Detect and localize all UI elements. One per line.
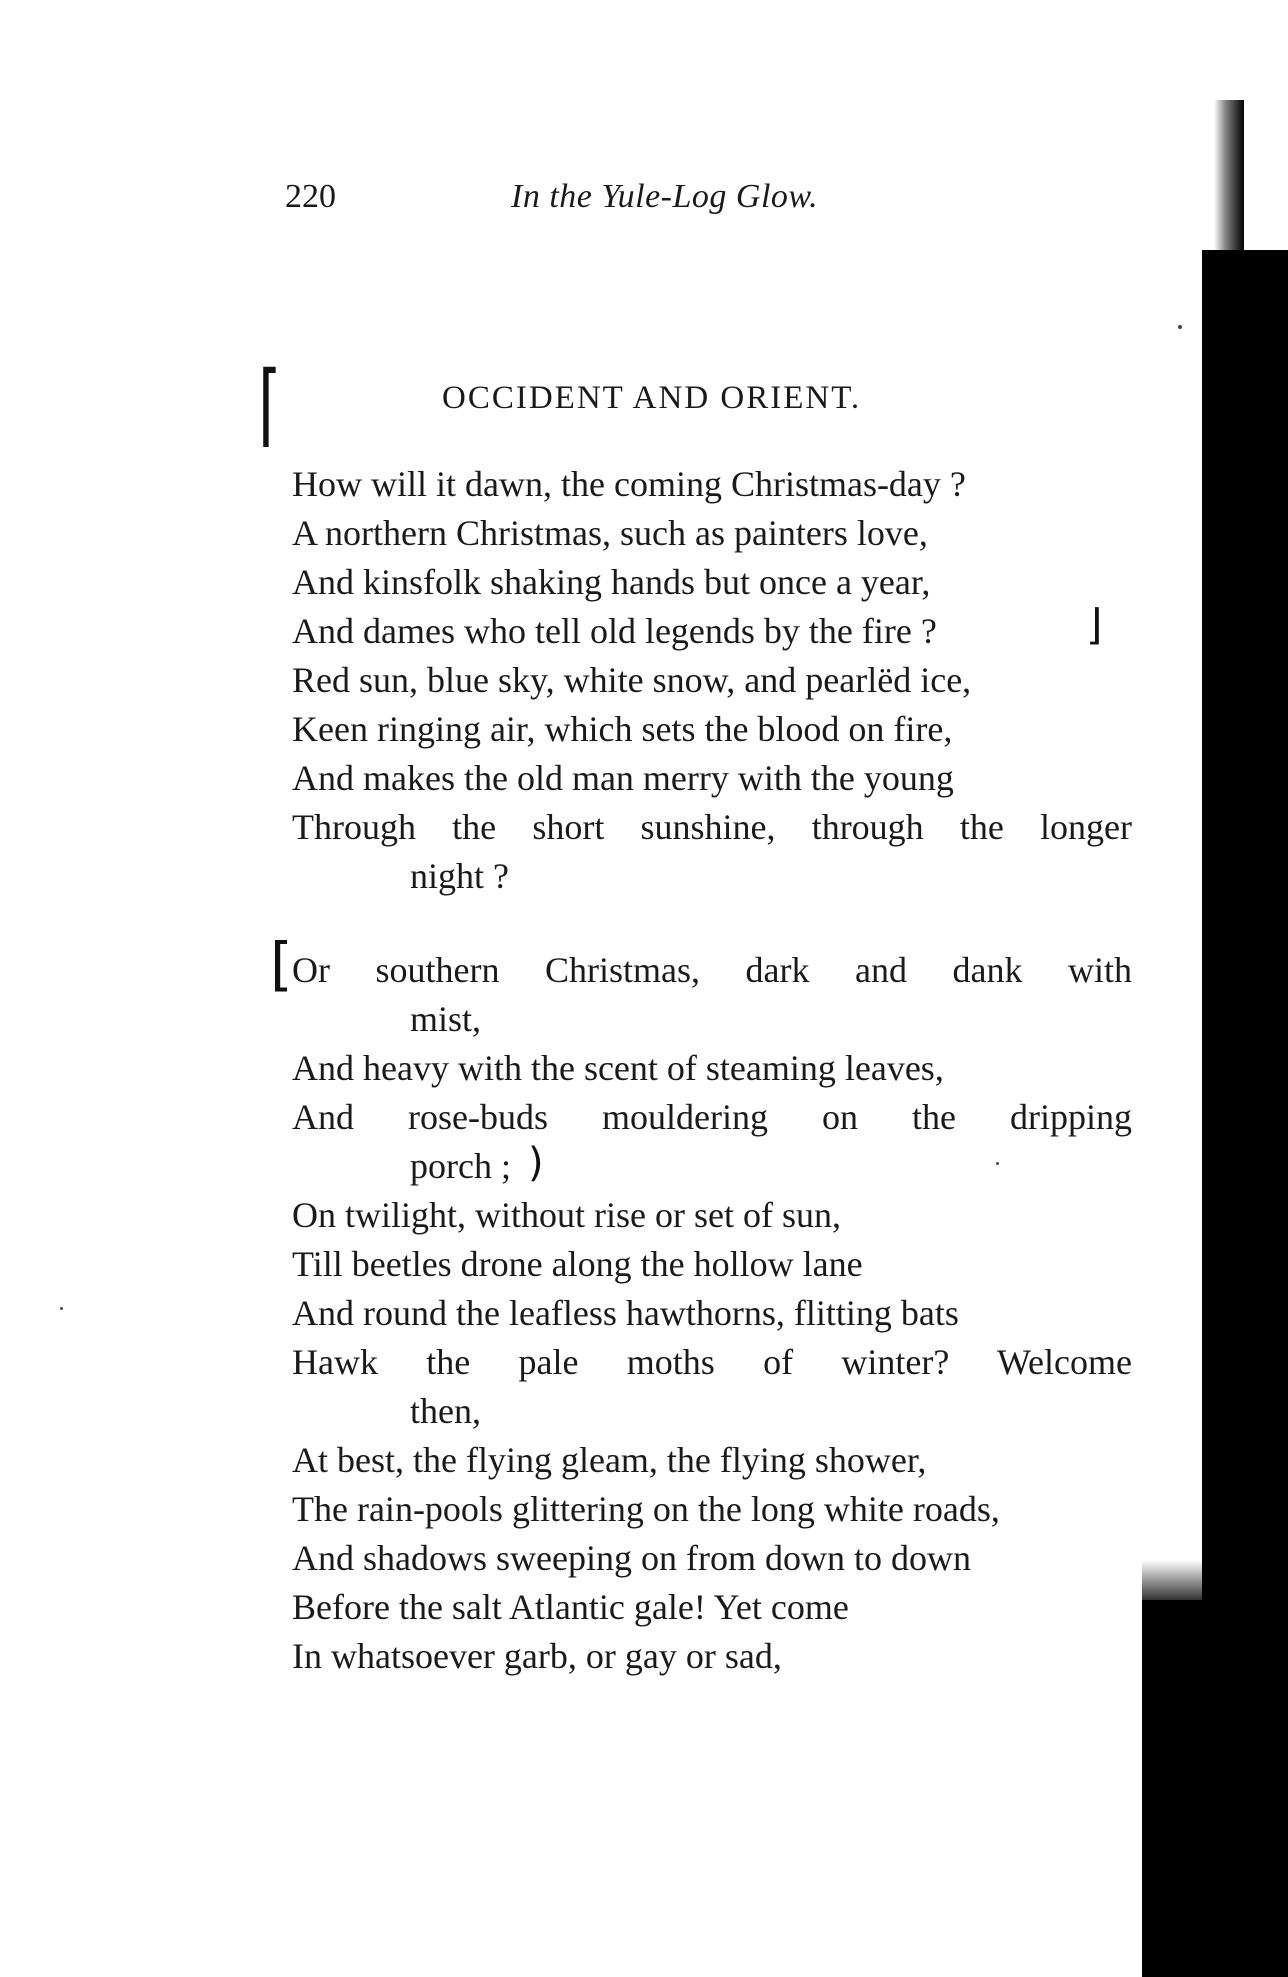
stanza-1	[292, 460, 1132, 901]
stanza-2	[292, 946, 1132, 1681]
scan-speck	[996, 1162, 999, 1165]
binding-edge	[1202, 250, 1288, 1977]
verse-line: Keen ringing air, which sets the blood on fire,	[292, 709, 953, 749]
verse-line: Before the salt Atlantic gale! Yet come	[292, 1587, 849, 1627]
verse-line: And kinsfolk shaking hands but once a year,	[292, 562, 931, 602]
scan-speck	[1178, 325, 1182, 329]
verse-line: Red sun, blue sky, white snow, and pearlëd ice,	[292, 660, 972, 700]
verse-line: And heavy with the scent of steaming leaves,	[292, 1048, 944, 1088]
running-header	[285, 178, 925, 228]
verse-line: And makes the old man merry with the young	[292, 758, 954, 798]
verse-line: And shadows sweeping on from down to down	[292, 1538, 971, 1578]
verse-line: Through the short sunshine, through the longer	[292, 807, 1132, 847]
verse-line: In whatsoever garb, or gay or sad,	[292, 1636, 782, 1676]
verse-line: The rain-pools glittering on the long white roads,	[292, 1489, 1000, 1529]
binding-edge-lower	[1142, 1600, 1202, 1977]
verse-line: How will it dawn, the coming Christmas-day ?	[292, 464, 966, 504]
page-number: 220	[285, 178, 336, 215]
scan-speck	[60, 1307, 63, 1310]
pencil-bracket-mark: )	[528, 1140, 544, 1186]
binding-edge-shadow	[1214, 100, 1244, 270]
verse-line-turnover: porch ;	[410, 1146, 511, 1186]
verse-line: And round the leafless hawthorns, flitting bats	[292, 1293, 959, 1333]
verse-line-turnover: mist,	[410, 999, 482, 1039]
pencil-bracket-mark: ⌋	[1086, 600, 1103, 649]
poem-title: OCCIDENT AND ORIENT.	[442, 380, 862, 416]
verse-line: Hawk the pale moths of winter? Welcome	[292, 1342, 1132, 1382]
verse-line: On twilight, without rise or set of sun,	[292, 1195, 841, 1235]
verse-line: Or southern Christmas, dark and dank with	[292, 950, 1132, 990]
verse-line: And rose-buds mouldering on the dripping	[292, 1097, 1132, 1137]
verse-line: At best, the flying gleam, the flying shower,	[292, 1440, 927, 1480]
verse-line: And dames who tell old legends by the fire ?	[292, 611, 937, 651]
pencil-bracket-mark: [	[270, 930, 293, 998]
verse-line: A northern Christmas, such as painters love,	[292, 513, 928, 553]
verse-line-turnover: night ?	[410, 856, 509, 896]
running-title: In the Yule-Log Glow.	[511, 178, 819, 215]
verse-line-turnover: then,	[410, 1391, 481, 1431]
pencil-bracket-mark: ⌈	[258, 352, 282, 458]
verse-line: Till beetles drone along the hollow lane	[292, 1244, 863, 1284]
